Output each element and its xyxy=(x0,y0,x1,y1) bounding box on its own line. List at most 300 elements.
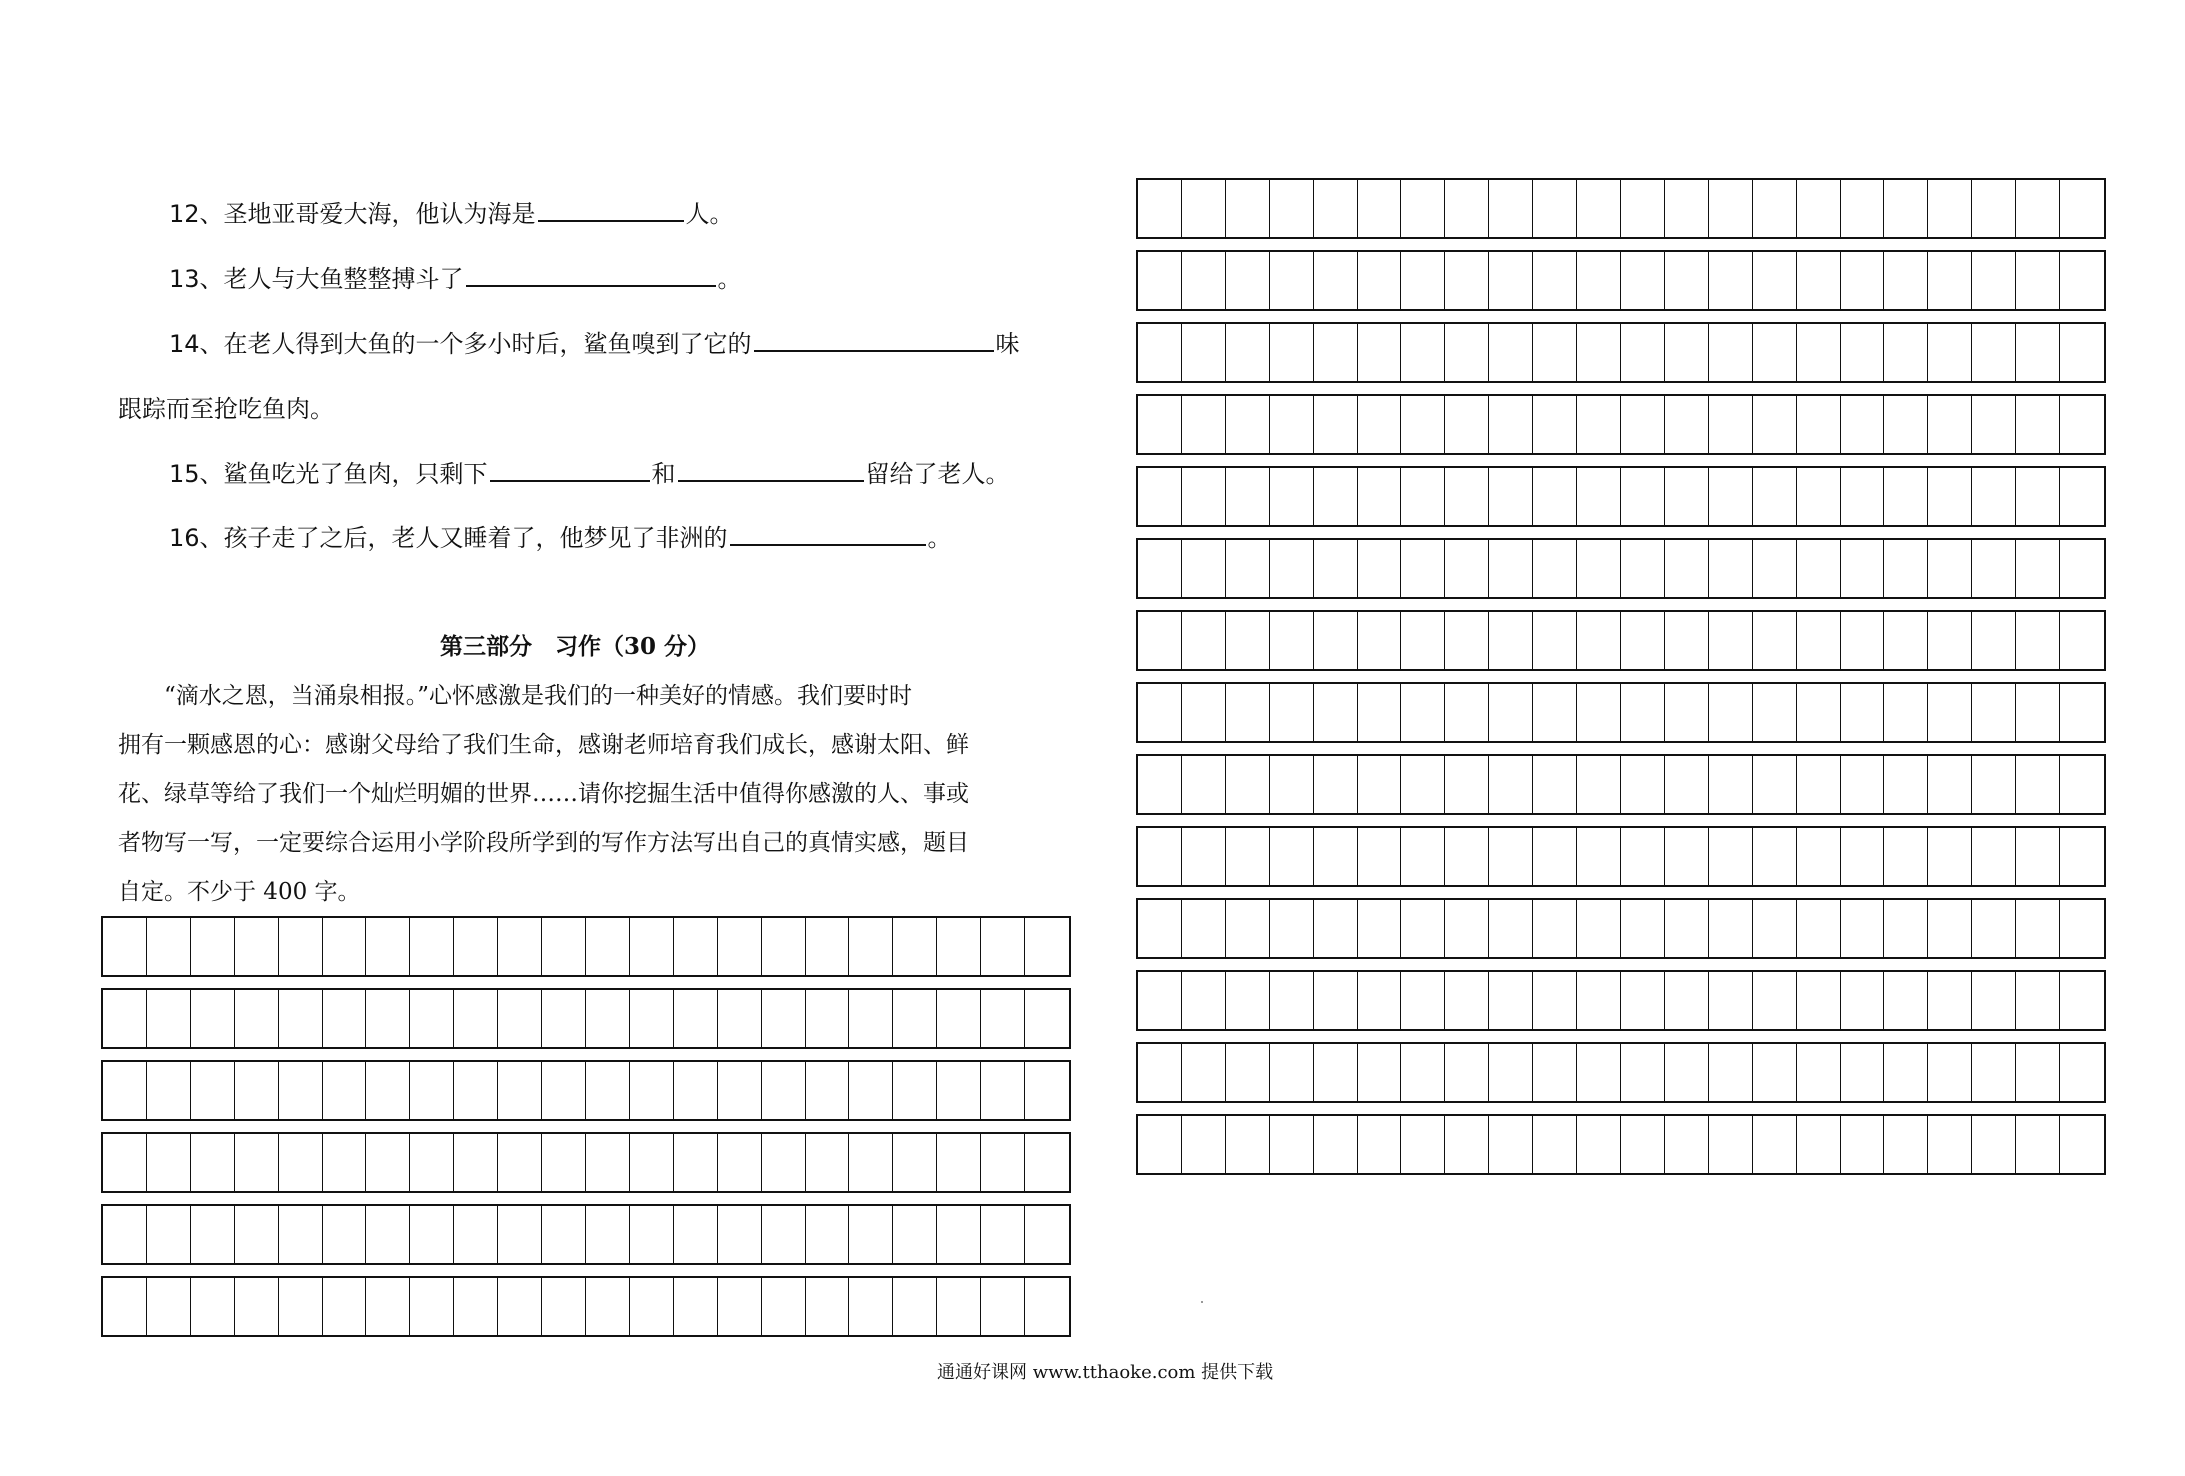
grid-cell[interactable] xyxy=(1577,972,1621,1029)
grid-cell[interactable] xyxy=(981,990,1025,1047)
grid-cell[interactable] xyxy=(454,1206,498,1263)
grid-cell[interactable] xyxy=(410,990,454,1047)
grid-cell[interactable] xyxy=(1270,540,1314,597)
grid-cell[interactable] xyxy=(1226,828,1270,885)
grid-cell[interactable] xyxy=(674,990,718,1047)
grid-cell[interactable] xyxy=(147,918,191,975)
grid-cell[interactable] xyxy=(1533,828,1577,885)
grid-cell[interactable] xyxy=(498,1062,542,1119)
grid-cell[interactable] xyxy=(542,1278,586,1335)
grid-cell[interactable] xyxy=(1577,468,1621,525)
grid-cell[interactable] xyxy=(674,1062,718,1119)
grid-cell[interactable] xyxy=(1621,540,1665,597)
grid-cell[interactable] xyxy=(1445,828,1489,885)
grid-cell[interactable] xyxy=(806,1278,850,1335)
grid-cell[interactable] xyxy=(674,1278,718,1335)
grid-cell[interactable] xyxy=(1972,180,2016,237)
grid-cell[interactable] xyxy=(1401,900,1445,957)
grid-cell[interactable] xyxy=(1314,468,1358,525)
grid-cell[interactable] xyxy=(2016,468,2060,525)
grid-cell[interactable] xyxy=(1928,972,1972,1029)
grid-cell[interactable] xyxy=(2016,540,2060,597)
grid-cell[interactable] xyxy=(1533,972,1577,1029)
grid-cell[interactable] xyxy=(1270,1116,1314,1173)
grid-cell[interactable] xyxy=(1314,396,1358,453)
grid-cell[interactable] xyxy=(1841,756,1885,813)
grid-cell[interactable] xyxy=(893,990,937,1047)
grid-cell[interactable] xyxy=(542,1206,586,1263)
grid-cell[interactable] xyxy=(1445,252,1489,309)
grid-cell[interactable] xyxy=(191,1134,235,1191)
grid-cell[interactable] xyxy=(1314,540,1358,597)
grid-cell[interactable] xyxy=(806,990,850,1047)
grid-cell[interactable] xyxy=(1025,918,1069,975)
grid-cell[interactable] xyxy=(1972,252,2016,309)
grid-cell[interactable] xyxy=(1182,468,1226,525)
grid-cell[interactable] xyxy=(2060,252,2104,309)
grid-cell[interactable] xyxy=(2016,900,2060,957)
grid-cell[interactable] xyxy=(1182,1116,1226,1173)
grid-cell[interactable] xyxy=(1709,756,1753,813)
grid-cell[interactable] xyxy=(630,1134,674,1191)
grid-cell[interactable] xyxy=(1665,180,1709,237)
grid-cell[interactable] xyxy=(1577,180,1621,237)
grid-cell[interactable] xyxy=(2016,1044,2060,1101)
grid-cell[interactable] xyxy=(1972,756,2016,813)
grid-cell[interactable] xyxy=(1270,180,1314,237)
grid-cell[interactable] xyxy=(1884,540,1928,597)
grid-cell[interactable] xyxy=(1358,1044,1402,1101)
grid-cell[interactable] xyxy=(1753,900,1797,957)
grid-cell[interactable] xyxy=(191,990,235,1047)
grid-cell[interactable] xyxy=(1401,468,1445,525)
grid-cell[interactable] xyxy=(630,918,674,975)
answer-blank-16[interactable] xyxy=(730,522,926,546)
grid-cell[interactable] xyxy=(762,1134,806,1191)
grid-cell[interactable] xyxy=(1226,324,1270,381)
grid-cell[interactable] xyxy=(1533,756,1577,813)
grid-cell[interactable] xyxy=(1445,756,1489,813)
grid-cell[interactable] xyxy=(1621,972,1665,1029)
grid-cell[interactable] xyxy=(2060,396,2104,453)
grid-cell[interactable] xyxy=(1577,540,1621,597)
grid-cell[interactable] xyxy=(893,1206,937,1263)
grid-cell[interactable] xyxy=(1138,756,1182,813)
grid-cell[interactable] xyxy=(366,918,410,975)
grid-cell[interactable] xyxy=(1621,756,1665,813)
grid-cell[interactable] xyxy=(1533,1044,1577,1101)
grid-cell[interactable] xyxy=(1270,396,1314,453)
grid-cell[interactable] xyxy=(1797,252,1841,309)
grid-cell[interactable] xyxy=(1533,396,1577,453)
grid-cell[interactable] xyxy=(1928,612,1972,669)
grid-cell[interactable] xyxy=(806,1206,850,1263)
grid-cell[interactable] xyxy=(1753,756,1797,813)
grid-cell[interactable] xyxy=(279,1062,323,1119)
grid-cell[interactable] xyxy=(1665,324,1709,381)
grid-cell[interactable] xyxy=(1533,612,1577,669)
grid-cell[interactable] xyxy=(1709,324,1753,381)
grid-cell[interactable] xyxy=(806,1134,850,1191)
grid-cell[interactable] xyxy=(1358,900,1402,957)
grid-cell[interactable] xyxy=(1841,252,1885,309)
grid-cell[interactable] xyxy=(1665,540,1709,597)
grid-cell[interactable] xyxy=(1665,252,1709,309)
grid-cell[interactable] xyxy=(1709,612,1753,669)
grid-cell[interactable] xyxy=(1533,468,1577,525)
grid-cell[interactable] xyxy=(454,1062,498,1119)
grid-cell[interactable] xyxy=(762,1278,806,1335)
grid-cell[interactable] xyxy=(674,918,718,975)
grid-cell[interactable] xyxy=(410,918,454,975)
grid-cell[interactable] xyxy=(1138,1116,1182,1173)
grid-cell[interactable] xyxy=(1621,612,1665,669)
grid-cell[interactable] xyxy=(1884,468,1928,525)
grid-cell[interactable] xyxy=(2016,612,2060,669)
grid-cell[interactable] xyxy=(1025,1062,1069,1119)
grid-cell[interactable] xyxy=(849,990,893,1047)
grid-cell[interactable] xyxy=(1401,1116,1445,1173)
grid-cell[interactable] xyxy=(1401,612,1445,669)
grid-cell[interactable] xyxy=(498,1206,542,1263)
grid-cell[interactable] xyxy=(937,1134,981,1191)
grid-cell[interactable] xyxy=(2060,612,2104,669)
grid-cell[interactable] xyxy=(937,918,981,975)
grid-cell[interactable] xyxy=(1182,900,1226,957)
grid-cell[interactable] xyxy=(1025,990,1069,1047)
grid-cell[interactable] xyxy=(674,1134,718,1191)
grid-cell[interactable] xyxy=(1884,756,1928,813)
grid-cell[interactable] xyxy=(1445,972,1489,1029)
grid-cell[interactable] xyxy=(1665,612,1709,669)
grid-cell[interactable] xyxy=(1226,540,1270,597)
grid-cell[interactable] xyxy=(1489,468,1533,525)
grid-cell[interactable] xyxy=(1621,468,1665,525)
grid-cell[interactable] xyxy=(2060,468,2104,525)
grid-cell[interactable] xyxy=(1841,684,1885,741)
grid-cell[interactable] xyxy=(1577,1044,1621,1101)
grid-cell[interactable] xyxy=(2016,828,2060,885)
grid-cell[interactable] xyxy=(1665,900,1709,957)
grid-cell[interactable] xyxy=(1797,180,1841,237)
grid-cell[interactable] xyxy=(1665,684,1709,741)
answer-blank-14[interactable] xyxy=(754,328,994,352)
grid-cell[interactable] xyxy=(279,1206,323,1263)
grid-cell[interactable] xyxy=(1753,540,1797,597)
grid-cell[interactable] xyxy=(1138,612,1182,669)
grid-cell[interactable] xyxy=(1841,900,1885,957)
grid-cell[interactable] xyxy=(498,1134,542,1191)
grid-cell[interactable] xyxy=(1709,1044,1753,1101)
grid-cell[interactable] xyxy=(1489,396,1533,453)
grid-cell[interactable] xyxy=(235,1062,279,1119)
grid-cell[interactable] xyxy=(893,1062,937,1119)
grid-cell[interactable] xyxy=(1226,1044,1270,1101)
grid-cell[interactable] xyxy=(762,1206,806,1263)
grid-cell[interactable] xyxy=(718,1062,762,1119)
grid-cell[interactable] xyxy=(323,1134,367,1191)
grid-cell[interactable] xyxy=(1884,684,1928,741)
grid-cell[interactable] xyxy=(1841,828,1885,885)
grid-cell[interactable] xyxy=(1972,684,2016,741)
grid-cell[interactable] xyxy=(718,990,762,1047)
grid-cell[interactable] xyxy=(235,1134,279,1191)
grid-cell[interactable] xyxy=(1401,684,1445,741)
grid-cell[interactable] xyxy=(2016,684,2060,741)
grid-cell[interactable] xyxy=(2060,828,2104,885)
grid-cell[interactable] xyxy=(1138,540,1182,597)
answer-blank-12[interactable] xyxy=(538,198,684,222)
grid-cell[interactable] xyxy=(1445,612,1489,669)
grid-cell[interactable] xyxy=(630,1278,674,1335)
grid-cell[interactable] xyxy=(1314,1044,1358,1101)
answer-blank-15a[interactable] xyxy=(490,458,650,482)
grid-cell[interactable] xyxy=(1621,828,1665,885)
grid-cell[interactable] xyxy=(1358,756,1402,813)
grid-cell[interactable] xyxy=(366,990,410,1047)
grid-cell[interactable] xyxy=(1358,1116,1402,1173)
grid-cell[interactable] xyxy=(542,1134,586,1191)
grid-cell[interactable] xyxy=(410,1134,454,1191)
grid-cell[interactable] xyxy=(323,918,367,975)
grid-cell[interactable] xyxy=(1797,324,1841,381)
grid-cell[interactable] xyxy=(1797,1044,1841,1101)
grid-cell[interactable] xyxy=(1928,252,1972,309)
grid-cell[interactable] xyxy=(1797,1116,1841,1173)
grid-cell[interactable] xyxy=(1797,540,1841,597)
grid-cell[interactable] xyxy=(498,1278,542,1335)
grid-cell[interactable] xyxy=(586,1062,630,1119)
grid-cell[interactable] xyxy=(1797,900,1841,957)
grid-cell[interactable] xyxy=(279,1278,323,1335)
grid-cell[interactable] xyxy=(1138,180,1182,237)
grid-cell[interactable] xyxy=(718,1206,762,1263)
grid-cell[interactable] xyxy=(1621,684,1665,741)
grid-cell[interactable] xyxy=(1182,684,1226,741)
grid-cell[interactable] xyxy=(1884,972,1928,1029)
grid-cell[interactable] xyxy=(1270,612,1314,669)
grid-cell[interactable] xyxy=(1884,900,1928,957)
grid-cell[interactable] xyxy=(1226,252,1270,309)
grid-cell[interactable] xyxy=(1226,1116,1270,1173)
grid-cell[interactable] xyxy=(103,1134,147,1191)
grid-cell[interactable] xyxy=(454,1278,498,1335)
grid-cell[interactable] xyxy=(1709,900,1753,957)
grid-cell[interactable] xyxy=(103,1206,147,1263)
grid-cell[interactable] xyxy=(1665,1044,1709,1101)
grid-cell[interactable] xyxy=(1884,396,1928,453)
grid-cell[interactable] xyxy=(1709,540,1753,597)
grid-cell[interactable] xyxy=(1753,324,1797,381)
grid-cell[interactable] xyxy=(410,1062,454,1119)
grid-cell[interactable] xyxy=(1884,324,1928,381)
grid-cell[interactable] xyxy=(1314,324,1358,381)
grid-cell[interactable] xyxy=(1445,540,1489,597)
grid-cell[interactable] xyxy=(981,1134,1025,1191)
grid-cell[interactable] xyxy=(279,1134,323,1191)
grid-cell[interactable] xyxy=(762,990,806,1047)
grid-cell[interactable] xyxy=(1841,180,1885,237)
grid-cell[interactable] xyxy=(1928,180,1972,237)
grid-cell[interactable] xyxy=(1841,1116,1885,1173)
grid-cell[interactable] xyxy=(1577,324,1621,381)
grid-cell[interactable] xyxy=(1709,396,1753,453)
grid-cell[interactable] xyxy=(1270,324,1314,381)
grid-cell[interactable] xyxy=(1928,396,1972,453)
grid-cell[interactable] xyxy=(2060,1116,2104,1173)
grid-cell[interactable] xyxy=(2060,540,2104,597)
grid-cell[interactable] xyxy=(191,1062,235,1119)
grid-cell[interactable] xyxy=(1621,396,1665,453)
grid-cell[interactable] xyxy=(410,1206,454,1263)
grid-cell[interactable] xyxy=(586,1278,630,1335)
grid-cell[interactable] xyxy=(1841,972,1885,1029)
grid-cell[interactable] xyxy=(1182,396,1226,453)
grid-cell[interactable] xyxy=(1972,1116,2016,1173)
grid-cell[interactable] xyxy=(1928,1044,1972,1101)
grid-cell[interactable] xyxy=(1226,468,1270,525)
grid-cell[interactable] xyxy=(1138,396,1182,453)
grid-cell[interactable] xyxy=(1709,972,1753,1029)
grid-cell[interactable] xyxy=(1797,468,1841,525)
grid-cell[interactable] xyxy=(1972,612,2016,669)
grid-cell[interactable] xyxy=(1445,396,1489,453)
grid-cell[interactable] xyxy=(1401,756,1445,813)
grid-cell[interactable] xyxy=(1182,1044,1226,1101)
grid-cell[interactable] xyxy=(630,990,674,1047)
answer-blank-15b[interactable] xyxy=(678,458,864,482)
grid-cell[interactable] xyxy=(718,1134,762,1191)
grid-cell[interactable] xyxy=(1270,972,1314,1029)
grid-cell[interactable] xyxy=(1182,612,1226,669)
grid-cell[interactable] xyxy=(1138,1044,1182,1101)
grid-cell[interactable] xyxy=(1972,1044,2016,1101)
grid-cell[interactable] xyxy=(849,1134,893,1191)
grid-cell[interactable] xyxy=(1182,756,1226,813)
grid-cell[interactable] xyxy=(1621,252,1665,309)
grid-cell[interactable] xyxy=(1226,900,1270,957)
grid-cell[interactable] xyxy=(1270,1044,1314,1101)
grid-cell[interactable] xyxy=(849,918,893,975)
grid-cell[interactable] xyxy=(1928,828,1972,885)
grid-cell[interactable] xyxy=(1138,828,1182,885)
grid-cell[interactable] xyxy=(1138,900,1182,957)
grid-cell[interactable] xyxy=(981,1062,1025,1119)
grid-cell[interactable] xyxy=(1753,1116,1797,1173)
grid-cell[interactable] xyxy=(1445,900,1489,957)
grid-cell[interactable] xyxy=(366,1206,410,1263)
answer-blank-13[interactable] xyxy=(466,263,716,287)
grid-cell[interactable] xyxy=(1753,828,1797,885)
grid-cell[interactable] xyxy=(1401,540,1445,597)
grid-cell[interactable] xyxy=(849,1206,893,1263)
grid-cell[interactable] xyxy=(1226,396,1270,453)
grid-cell[interactable] xyxy=(1928,324,1972,381)
grid-cell[interactable] xyxy=(1928,756,1972,813)
grid-cell[interactable] xyxy=(762,1062,806,1119)
grid-cell[interactable] xyxy=(1928,540,1972,597)
grid-cell[interactable] xyxy=(1138,252,1182,309)
grid-cell[interactable] xyxy=(1753,468,1797,525)
grid-cell[interactable] xyxy=(1314,612,1358,669)
grid-cell[interactable] xyxy=(1025,1134,1069,1191)
grid-cell[interactable] xyxy=(1226,756,1270,813)
grid-cell[interactable] xyxy=(191,1206,235,1263)
grid-cell[interactable] xyxy=(1665,468,1709,525)
grid-cell[interactable] xyxy=(1489,972,1533,1029)
grid-cell[interactable] xyxy=(1401,972,1445,1029)
grid-cell[interactable] xyxy=(1797,612,1841,669)
grid-cell[interactable] xyxy=(1841,468,1885,525)
grid-cell[interactable] xyxy=(1445,684,1489,741)
grid-cell[interactable] xyxy=(586,1134,630,1191)
grid-cell[interactable] xyxy=(1972,468,2016,525)
grid-cell[interactable] xyxy=(454,990,498,1047)
grid-cell[interactable] xyxy=(630,1062,674,1119)
grid-cell[interactable] xyxy=(1358,540,1402,597)
grid-cell[interactable] xyxy=(542,1062,586,1119)
grid-cell[interactable] xyxy=(1972,972,2016,1029)
grid-cell[interactable] xyxy=(1358,828,1402,885)
grid-cell[interactable] xyxy=(1533,684,1577,741)
grid-cell[interactable] xyxy=(1314,252,1358,309)
grid-cell[interactable] xyxy=(1665,972,1709,1029)
grid-cell[interactable] xyxy=(806,1062,850,1119)
grid-cell[interactable] xyxy=(1226,180,1270,237)
grid-cell[interactable] xyxy=(630,1206,674,1263)
grid-cell[interactable] xyxy=(2016,324,2060,381)
grid-cell[interactable] xyxy=(1841,324,1885,381)
grid-cell[interactable] xyxy=(2016,180,2060,237)
grid-cell[interactable] xyxy=(366,1062,410,1119)
grid-cell[interactable] xyxy=(1709,1116,1753,1173)
grid-cell[interactable] xyxy=(1533,1116,1577,1173)
grid-cell[interactable] xyxy=(1533,252,1577,309)
grid-cell[interactable] xyxy=(1884,180,1928,237)
grid-cell[interactable] xyxy=(1884,828,1928,885)
grid-cell[interactable] xyxy=(147,1206,191,1263)
grid-cell[interactable] xyxy=(279,990,323,1047)
grid-cell[interactable] xyxy=(323,990,367,1047)
grid-cell[interactable] xyxy=(1972,324,2016,381)
grid-cell[interactable] xyxy=(498,990,542,1047)
grid-cell[interactable] xyxy=(1445,180,1489,237)
grid-cell[interactable] xyxy=(2060,900,2104,957)
grid-cell[interactable] xyxy=(1358,252,1402,309)
grid-cell[interactable] xyxy=(1753,1044,1797,1101)
grid-cell[interactable] xyxy=(1489,324,1533,381)
grid-cell[interactable] xyxy=(1489,828,1533,885)
grid-cell[interactable] xyxy=(1972,900,2016,957)
grid-cell[interactable] xyxy=(1401,180,1445,237)
grid-cell[interactable] xyxy=(410,1278,454,1335)
grid-cell[interactable] xyxy=(1489,540,1533,597)
grid-cell[interactable] xyxy=(1577,900,1621,957)
grid-cell[interactable] xyxy=(1841,540,1885,597)
grid-cell[interactable] xyxy=(1577,684,1621,741)
grid-cell[interactable] xyxy=(1533,324,1577,381)
grid-cell[interactable] xyxy=(1182,972,1226,1029)
grid-cell[interactable] xyxy=(1577,612,1621,669)
grid-cell[interactable] xyxy=(1972,396,2016,453)
grid-cell[interactable] xyxy=(1577,252,1621,309)
grid-cell[interactable] xyxy=(1928,1116,1972,1173)
grid-cell[interactable] xyxy=(1753,396,1797,453)
grid-cell[interactable] xyxy=(1401,828,1445,885)
grid-cell[interactable] xyxy=(1753,180,1797,237)
grid-cell[interactable] xyxy=(1138,684,1182,741)
grid-cell[interactable] xyxy=(1138,324,1182,381)
